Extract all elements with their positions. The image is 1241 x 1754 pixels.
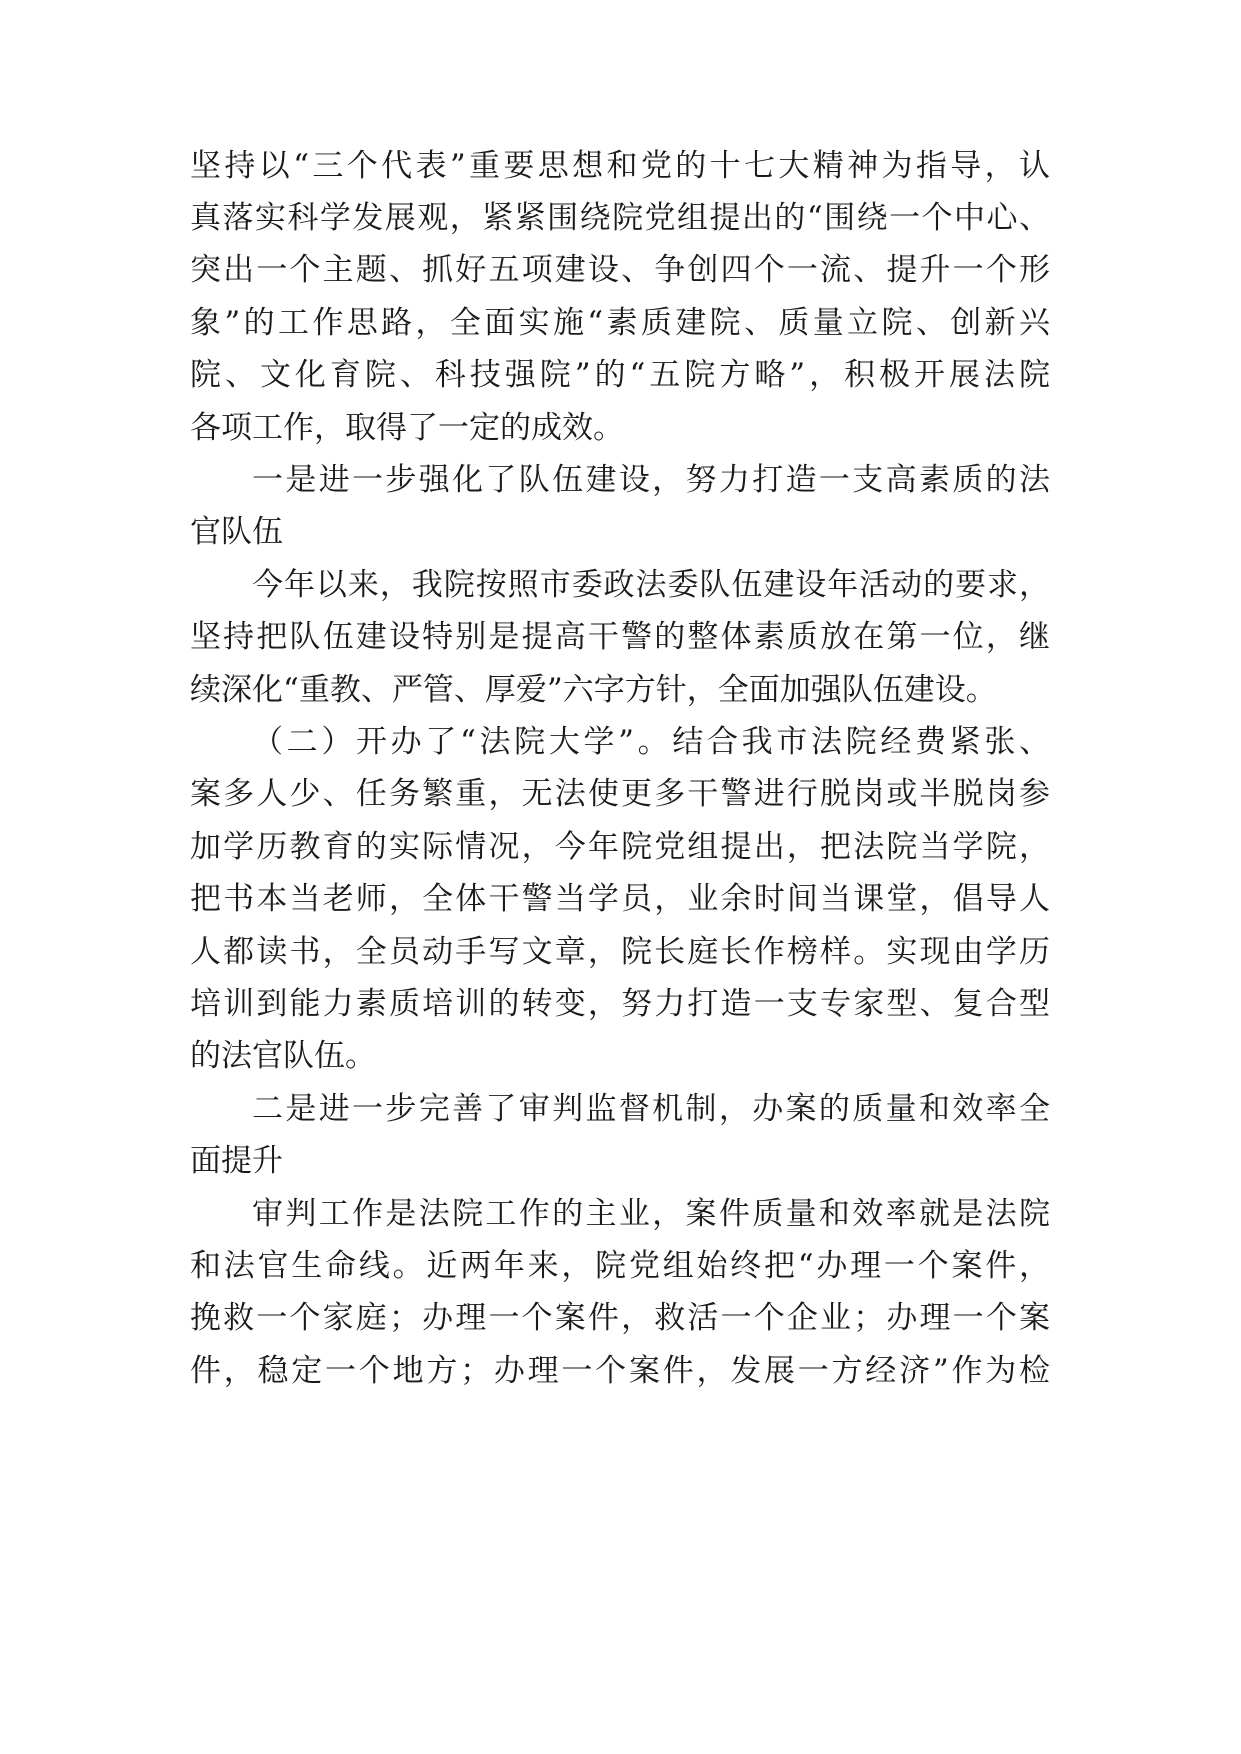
paragraph-line: 今年以来，我院按照市委政法委队伍建设年活动的要求， [252,567,1050,603]
section-heading-line: 面提升 [190,1143,283,1179]
paragraph-line: 加学历教育的实际情况，今年院党组提出，把法院当学院， [190,829,1050,865]
paragraph-line: 和法官生命线。近两年来，院党组始终把“办理一个案件， [190,1248,1050,1284]
paragraph-line: 挽救一个家庭；办理一个案件，救活一个企业；办理一个案 [190,1300,1050,1336]
paragraph-line: 审判工作是法院工作的主业，案件质量和效率就是法院 [252,1196,1050,1232]
paragraph-line: 院、文化育院、科技强院”的“五院方略”，积极开展法院 [190,357,1050,393]
paragraph-line: 突出一个主题、抓好五项建设、争创四个一流、提升一个形 [190,252,1050,288]
paragraph-line: 的法官队伍。 [190,1038,376,1074]
section-heading-line: 官队伍 [190,514,283,550]
paragraph-line: 续深化“重教、严管、厚爱”六字方针，全面加强队伍建设。 [190,672,997,708]
section-heading-line: 二是进一步完善了审判监督机制，办案的质量和效率全 [252,1091,1050,1127]
paragraph-line: 坚持以“三个代表”重要思想和党的十七大精神为指导，认 [190,148,1050,184]
paragraph-line: 培训到能力素质培训的转变，努力打造一支专家型、复合型 [190,986,1050,1022]
paragraph-line: 各项工作，取得了一定的成效。 [190,410,624,446]
section-heading-line: 一是进一步强化了队伍建设，努力打造一支高素质的法 [252,462,1050,498]
paragraph-line: 真落实科学发展观，紧紧围绕院党组提出的“围绕一个中心、 [190,200,1050,236]
paragraph-line: （二）开办了“法院大学”。结合我市法院经费紧张、 [252,724,1050,760]
paragraph-line: 象”的工作思路，全面实施“素质建院、质量立院、创新兴 [190,305,1050,341]
paragraph-line: 案多人少、任务繁重，无法使更多干警进行脱岗或半脱岗参 [190,776,1050,812]
paragraph-line: 把书本当老师，全体干警当学员，业余时间当课堂，倡导人 [190,881,1050,917]
paragraph-line: 人都读书，全员动手写文章，院长庭长作榜样。实现由学历 [190,934,1050,970]
paragraph-line: 件，稳定一个地方；办理一个案件，发展一方经济”作为检 [190,1353,1050,1389]
paragraph-line: 坚持把队伍建设特别是提高干警的整体素质放在第一位，继 [190,619,1050,655]
